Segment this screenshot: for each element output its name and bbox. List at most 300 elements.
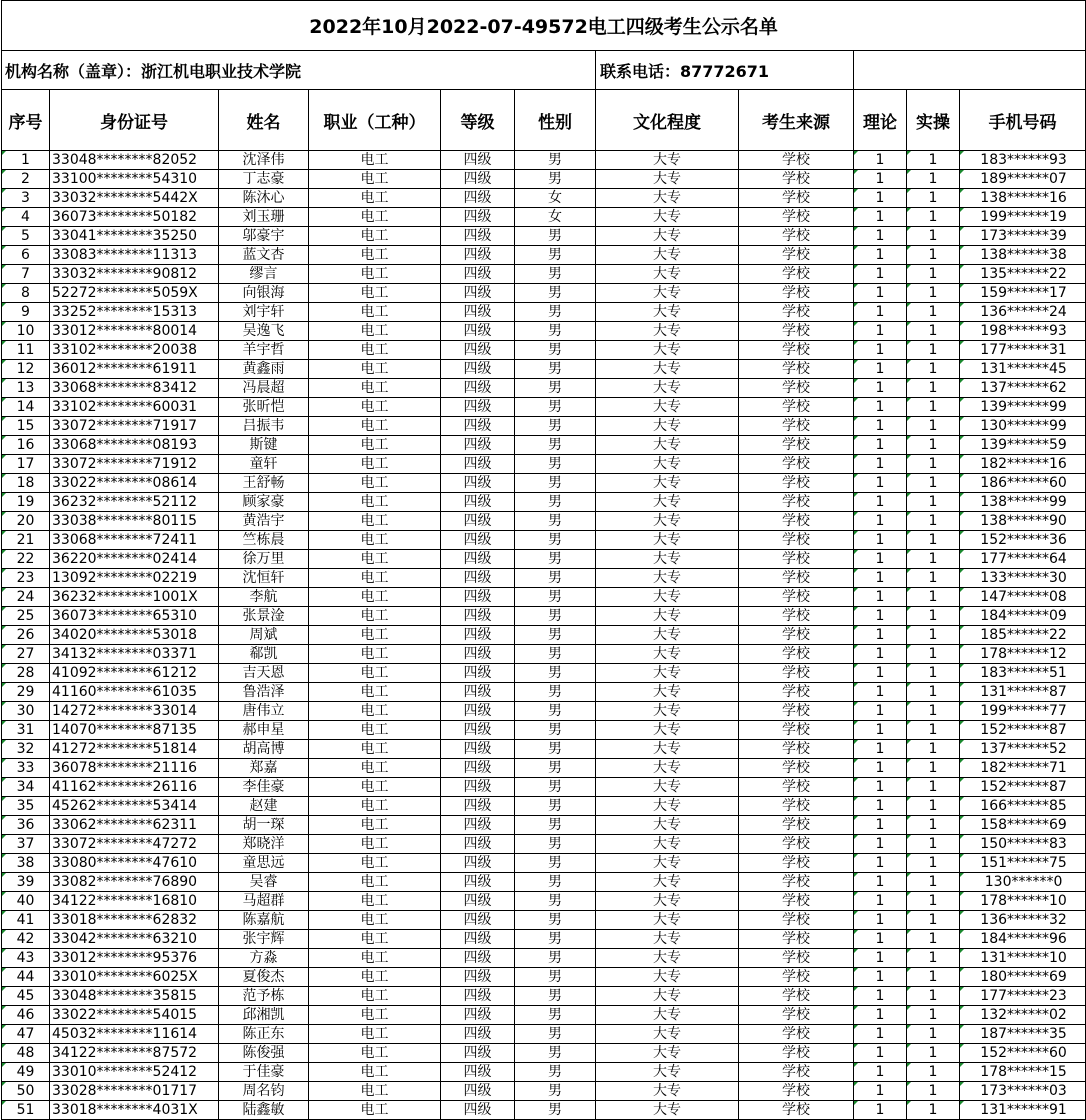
theory-cell[interactable]: 1 bbox=[854, 1006, 907, 1025]
seq-cell[interactable]: 39 bbox=[2, 873, 50, 892]
name-cell[interactable]: 李航 bbox=[219, 588, 309, 607]
theory-cell[interactable]: 1 bbox=[854, 588, 907, 607]
occupation-cell[interactable]: 电工 bbox=[309, 550, 441, 569]
gender-cell[interactable]: 男 bbox=[515, 683, 596, 702]
level-cell[interactable]: 四级 bbox=[441, 1025, 515, 1044]
level-cell[interactable]: 四级 bbox=[441, 892, 515, 911]
theory-cell[interactable]: 1 bbox=[854, 436, 907, 455]
phone-cell[interactable]: 152******87 bbox=[960, 778, 1086, 797]
source-cell[interactable]: 学校 bbox=[739, 664, 854, 683]
theory-cell[interactable]: 1 bbox=[854, 417, 907, 436]
id-number-cell[interactable]: 33022********54015 bbox=[50, 1006, 219, 1025]
practical-cell[interactable]: 1 bbox=[907, 930, 960, 949]
source-cell[interactable]: 学校 bbox=[739, 1082, 854, 1101]
gender-cell[interactable]: 男 bbox=[515, 1101, 596, 1120]
occupation-cell[interactable]: 电工 bbox=[309, 1025, 441, 1044]
id-number-cell[interactable]: 33042********63210 bbox=[50, 930, 219, 949]
level-cell[interactable]: 四级 bbox=[441, 740, 515, 759]
id-number-cell[interactable]: 33032********5442X bbox=[50, 189, 219, 208]
gender-cell[interactable]: 男 bbox=[515, 588, 596, 607]
id-number-cell[interactable]: 33041********35250 bbox=[50, 227, 219, 246]
practical-cell[interactable]: 1 bbox=[907, 246, 960, 265]
seq-cell[interactable]: 16 bbox=[2, 436, 50, 455]
occupation-cell[interactable]: 电工 bbox=[309, 835, 441, 854]
gender-cell[interactable]: 男 bbox=[515, 626, 596, 645]
education-cell[interactable]: 大专 bbox=[596, 227, 739, 246]
seq-cell[interactable]: 45 bbox=[2, 987, 50, 1006]
gender-cell[interactable]: 男 bbox=[515, 246, 596, 265]
phone-cell[interactable]: 138******99 bbox=[960, 493, 1086, 512]
education-cell[interactable]: 大专 bbox=[596, 930, 739, 949]
practical-cell[interactable]: 1 bbox=[907, 474, 960, 493]
practical-cell[interactable]: 1 bbox=[907, 1082, 960, 1101]
theory-cell[interactable]: 1 bbox=[854, 702, 907, 721]
name-cell[interactable]: 童轩 bbox=[219, 455, 309, 474]
level-cell[interactable]: 四级 bbox=[441, 664, 515, 683]
phone-cell[interactable]: 138******38 bbox=[960, 246, 1086, 265]
practical-cell[interactable]: 1 bbox=[907, 170, 960, 189]
occupation-cell[interactable]: 电工 bbox=[309, 246, 441, 265]
practical-cell[interactable]: 1 bbox=[907, 664, 960, 683]
source-cell[interactable]: 学校 bbox=[739, 151, 854, 170]
practical-cell[interactable]: 1 bbox=[907, 512, 960, 531]
level-cell[interactable]: 四级 bbox=[441, 588, 515, 607]
phone-cell[interactable]: 166******85 bbox=[960, 797, 1086, 816]
seq-cell[interactable]: 24 bbox=[2, 588, 50, 607]
education-cell[interactable]: 大专 bbox=[596, 835, 739, 854]
seq-cell[interactable]: 51 bbox=[2, 1101, 50, 1120]
gender-cell[interactable]: 男 bbox=[515, 911, 596, 930]
gender-cell[interactable]: 男 bbox=[515, 1006, 596, 1025]
seq-cell[interactable]: 25 bbox=[2, 607, 50, 626]
practical-cell[interactable]: 1 bbox=[907, 797, 960, 816]
seq-cell[interactable]: 2 bbox=[2, 170, 50, 189]
name-cell[interactable]: 陈俊强 bbox=[219, 1044, 309, 1063]
id-number-cell[interactable]: 36220********02414 bbox=[50, 550, 219, 569]
education-cell[interactable]: 大专 bbox=[596, 1063, 739, 1082]
phone-cell[interactable]: 186******60 bbox=[960, 474, 1086, 493]
id-number-cell[interactable]: 33100********54310 bbox=[50, 170, 219, 189]
practical-cell[interactable]: 1 bbox=[907, 854, 960, 873]
occupation-cell[interactable]: 电工 bbox=[309, 1101, 441, 1120]
practical-cell[interactable]: 1 bbox=[907, 778, 960, 797]
phone-cell[interactable]: 159******17 bbox=[960, 284, 1086, 303]
level-cell[interactable]: 四级 bbox=[441, 436, 515, 455]
practical-cell[interactable]: 1 bbox=[907, 303, 960, 322]
source-cell[interactable]: 学校 bbox=[739, 455, 854, 474]
gender-cell[interactable]: 男 bbox=[515, 987, 596, 1006]
practical-cell[interactable]: 1 bbox=[907, 968, 960, 987]
phone-cell[interactable]: 199******19 bbox=[960, 208, 1086, 227]
phone-cell[interactable]: 138******16 bbox=[960, 189, 1086, 208]
phone-cell[interactable]: 131******45 bbox=[960, 360, 1086, 379]
practical-cell[interactable]: 1 bbox=[907, 493, 960, 512]
occupation-cell[interactable]: 电工 bbox=[309, 797, 441, 816]
phone-cell[interactable]: 177******31 bbox=[960, 341, 1086, 360]
gender-cell[interactable]: 男 bbox=[515, 930, 596, 949]
phone-cell[interactable]: 198******93 bbox=[960, 322, 1086, 341]
gender-cell[interactable]: 男 bbox=[515, 740, 596, 759]
source-cell[interactable]: 学校 bbox=[739, 873, 854, 892]
education-cell[interactable]: 大专 bbox=[596, 550, 739, 569]
education-cell[interactable]: 大专 bbox=[596, 778, 739, 797]
theory-cell[interactable]: 1 bbox=[854, 208, 907, 227]
occupation-cell[interactable]: 电工 bbox=[309, 1063, 441, 1082]
phone-cell[interactable]: 182******71 bbox=[960, 759, 1086, 778]
education-cell[interactable]: 大专 bbox=[596, 740, 739, 759]
name-cell[interactable]: 羊宇哲 bbox=[219, 341, 309, 360]
education-cell[interactable]: 大专 bbox=[596, 1101, 739, 1120]
name-cell[interactable]: 郗凯 bbox=[219, 645, 309, 664]
level-cell[interactable]: 四级 bbox=[441, 170, 515, 189]
education-cell[interactable]: 大专 bbox=[596, 303, 739, 322]
name-cell[interactable]: 周斌 bbox=[219, 626, 309, 645]
id-number-cell[interactable]: 33018********62832 bbox=[50, 911, 219, 930]
name-cell[interactable]: 刘宇轩 bbox=[219, 303, 309, 322]
id-number-cell[interactable]: 33010********6025X bbox=[50, 968, 219, 987]
education-cell[interactable]: 大专 bbox=[596, 949, 739, 968]
education-cell[interactable]: 大专 bbox=[596, 1006, 739, 1025]
seq-cell[interactable]: 33 bbox=[2, 759, 50, 778]
theory-cell[interactable]: 1 bbox=[854, 968, 907, 987]
phone-cell[interactable]: 189******07 bbox=[960, 170, 1086, 189]
phone-cell[interactable]: 199******77 bbox=[960, 702, 1086, 721]
theory-cell[interactable]: 1 bbox=[854, 322, 907, 341]
education-cell[interactable]: 大专 bbox=[596, 151, 739, 170]
phone-cell[interactable]: 158******69 bbox=[960, 816, 1086, 835]
phone-cell[interactable]: 135******22 bbox=[960, 265, 1086, 284]
theory-cell[interactable]: 1 bbox=[854, 398, 907, 417]
phone-cell[interactable]: 182******16 bbox=[960, 455, 1086, 474]
phone-cell[interactable]: 137******52 bbox=[960, 740, 1086, 759]
seq-cell[interactable]: 40 bbox=[2, 892, 50, 911]
source-cell[interactable]: 学校 bbox=[739, 702, 854, 721]
level-cell[interactable]: 四级 bbox=[441, 683, 515, 702]
gender-cell[interactable]: 男 bbox=[515, 759, 596, 778]
seq-cell[interactable]: 36 bbox=[2, 816, 50, 835]
gender-cell[interactable]: 男 bbox=[515, 227, 596, 246]
practical-cell[interactable]: 1 bbox=[907, 949, 960, 968]
gender-cell[interactable]: 男 bbox=[515, 569, 596, 588]
education-cell[interactable]: 大专 bbox=[596, 379, 739, 398]
name-cell[interactable]: 邬豪宇 bbox=[219, 227, 309, 246]
phone-cell[interactable]: 133******30 bbox=[960, 569, 1086, 588]
source-cell[interactable]: 学校 bbox=[739, 246, 854, 265]
id-number-cell[interactable]: 45262********53414 bbox=[50, 797, 219, 816]
occupation-cell[interactable]: 电工 bbox=[309, 512, 441, 531]
education-cell[interactable]: 大专 bbox=[596, 873, 739, 892]
gender-cell[interactable]: 男 bbox=[515, 968, 596, 987]
practical-cell[interactable]: 1 bbox=[907, 626, 960, 645]
name-cell[interactable]: 黄鑫雨 bbox=[219, 360, 309, 379]
practical-cell[interactable]: 1 bbox=[907, 683, 960, 702]
education-cell[interactable]: 大专 bbox=[596, 284, 739, 303]
occupation-cell[interactable]: 电工 bbox=[309, 531, 441, 550]
id-number-cell[interactable]: 34020********53018 bbox=[50, 626, 219, 645]
source-cell[interactable]: 学校 bbox=[739, 189, 854, 208]
id-number-cell[interactable]: 33068********08193 bbox=[50, 436, 219, 455]
level-cell[interactable]: 四级 bbox=[441, 227, 515, 246]
id-number-cell[interactable]: 33252********15313 bbox=[50, 303, 219, 322]
id-number-cell[interactable]: 33012********95376 bbox=[50, 949, 219, 968]
name-cell[interactable]: 斯键 bbox=[219, 436, 309, 455]
seq-cell[interactable]: 10 bbox=[2, 322, 50, 341]
occupation-cell[interactable]: 电工 bbox=[309, 968, 441, 987]
occupation-cell[interactable]: 电工 bbox=[309, 170, 441, 189]
level-cell[interactable]: 四级 bbox=[441, 626, 515, 645]
theory-cell[interactable]: 1 bbox=[854, 455, 907, 474]
level-cell[interactable]: 四级 bbox=[441, 360, 515, 379]
occupation-cell[interactable]: 电工 bbox=[309, 854, 441, 873]
name-cell[interactable]: 赵建 bbox=[219, 797, 309, 816]
gender-cell[interactable]: 男 bbox=[515, 1082, 596, 1101]
seq-cell[interactable]: 6 bbox=[2, 246, 50, 265]
seq-cell[interactable]: 34 bbox=[2, 778, 50, 797]
education-cell[interactable]: 大专 bbox=[596, 702, 739, 721]
education-cell[interactable]: 大专 bbox=[596, 892, 739, 911]
gender-cell[interactable]: 男 bbox=[515, 512, 596, 531]
education-cell[interactable]: 大专 bbox=[596, 968, 739, 987]
practical-cell[interactable]: 1 bbox=[907, 265, 960, 284]
education-cell[interactable]: 大专 bbox=[596, 265, 739, 284]
education-cell[interactable]: 大专 bbox=[596, 417, 739, 436]
gender-cell[interactable]: 男 bbox=[515, 455, 596, 474]
theory-cell[interactable]: 1 bbox=[854, 759, 907, 778]
name-cell[interactable]: 唐伟立 bbox=[219, 702, 309, 721]
occupation-cell[interactable]: 电工 bbox=[309, 588, 441, 607]
id-number-cell[interactable]: 33072********47272 bbox=[50, 835, 219, 854]
practical-cell[interactable]: 1 bbox=[907, 569, 960, 588]
seq-cell[interactable]: 43 bbox=[2, 949, 50, 968]
seq-cell[interactable]: 11 bbox=[2, 341, 50, 360]
practical-cell[interactable]: 1 bbox=[907, 892, 960, 911]
theory-cell[interactable]: 1 bbox=[854, 550, 907, 569]
phone-cell[interactable]: 187******35 bbox=[960, 1025, 1086, 1044]
source-cell[interactable]: 学校 bbox=[739, 227, 854, 246]
occupation-cell[interactable]: 电工 bbox=[309, 455, 441, 474]
seq-cell[interactable]: 28 bbox=[2, 664, 50, 683]
seq-cell[interactable]: 37 bbox=[2, 835, 50, 854]
occupation-cell[interactable]: 电工 bbox=[309, 645, 441, 664]
phone-cell[interactable]: 185******22 bbox=[960, 626, 1086, 645]
level-cell[interactable]: 四级 bbox=[441, 341, 515, 360]
id-number-cell[interactable]: 34122********16810 bbox=[50, 892, 219, 911]
source-cell[interactable]: 学校 bbox=[739, 303, 854, 322]
seq-cell[interactable]: 15 bbox=[2, 417, 50, 436]
education-cell[interactable]: 大专 bbox=[596, 588, 739, 607]
name-cell[interactable]: 鲁浩泽 bbox=[219, 683, 309, 702]
phone-cell[interactable]: 178******12 bbox=[960, 645, 1086, 664]
level-cell[interactable]: 四级 bbox=[441, 987, 515, 1006]
practical-cell[interactable]: 1 bbox=[907, 1044, 960, 1063]
education-cell[interactable]: 大专 bbox=[596, 987, 739, 1006]
id-number-cell[interactable]: 36012********61911 bbox=[50, 360, 219, 379]
source-cell[interactable]: 学校 bbox=[739, 987, 854, 1006]
level-cell[interactable]: 四级 bbox=[441, 189, 515, 208]
id-number-cell[interactable]: 33068********72411 bbox=[50, 531, 219, 550]
seq-cell[interactable]: 18 bbox=[2, 474, 50, 493]
theory-cell[interactable]: 1 bbox=[854, 835, 907, 854]
practical-cell[interactable]: 1 bbox=[907, 721, 960, 740]
occupation-cell[interactable]: 电工 bbox=[309, 227, 441, 246]
education-cell[interactable]: 大专 bbox=[596, 246, 739, 265]
occupation-cell[interactable]: 电工 bbox=[309, 1044, 441, 1063]
phone-cell[interactable]: 130******0 bbox=[960, 873, 1086, 892]
seq-cell[interactable]: 47 bbox=[2, 1025, 50, 1044]
name-cell[interactable]: 陈正东 bbox=[219, 1025, 309, 1044]
education-cell[interactable]: 大专 bbox=[596, 664, 739, 683]
gender-cell[interactable]: 男 bbox=[515, 360, 596, 379]
theory-cell[interactable]: 1 bbox=[854, 778, 907, 797]
occupation-cell[interactable]: 电工 bbox=[309, 189, 441, 208]
occupation-cell[interactable]: 电工 bbox=[309, 322, 441, 341]
phone-cell[interactable]: 130******99 bbox=[960, 417, 1086, 436]
level-cell[interactable]: 四级 bbox=[441, 1006, 515, 1025]
practical-cell[interactable]: 1 bbox=[907, 227, 960, 246]
source-cell[interactable]: 学校 bbox=[739, 626, 854, 645]
level-cell[interactable]: 四级 bbox=[441, 930, 515, 949]
occupation-cell[interactable]: 电工 bbox=[309, 569, 441, 588]
level-cell[interactable]: 四级 bbox=[441, 1063, 515, 1082]
occupation-cell[interactable]: 电工 bbox=[309, 436, 441, 455]
occupation-cell[interactable]: 电工 bbox=[309, 664, 441, 683]
level-cell[interactable]: 四级 bbox=[441, 303, 515, 322]
occupation-cell[interactable]: 电工 bbox=[309, 778, 441, 797]
theory-cell[interactable]: 1 bbox=[854, 227, 907, 246]
theory-cell[interactable]: 1 bbox=[854, 474, 907, 493]
theory-cell[interactable]: 1 bbox=[854, 569, 907, 588]
name-cell[interactable]: 沈恒轩 bbox=[219, 569, 309, 588]
level-cell[interactable]: 四级 bbox=[441, 797, 515, 816]
seq-cell[interactable]: 32 bbox=[2, 740, 50, 759]
source-cell[interactable]: 学校 bbox=[739, 968, 854, 987]
level-cell[interactable]: 四级 bbox=[441, 265, 515, 284]
theory-cell[interactable]: 1 bbox=[854, 873, 907, 892]
education-cell[interactable]: 大专 bbox=[596, 360, 739, 379]
gender-cell[interactable]: 男 bbox=[515, 607, 596, 626]
theory-cell[interactable]: 1 bbox=[854, 265, 907, 284]
id-number-cell[interactable]: 45032********11614 bbox=[50, 1025, 219, 1044]
gender-cell[interactable]: 男 bbox=[515, 151, 596, 170]
id-number-cell[interactable]: 33018********4031X bbox=[50, 1101, 219, 1120]
education-cell[interactable]: 大专 bbox=[596, 1082, 739, 1101]
theory-cell[interactable]: 1 bbox=[854, 284, 907, 303]
phone-cell[interactable]: 178******10 bbox=[960, 892, 1086, 911]
education-cell[interactable]: 大专 bbox=[596, 683, 739, 702]
education-cell[interactable]: 大专 bbox=[596, 455, 739, 474]
theory-cell[interactable]: 1 bbox=[854, 1101, 907, 1120]
id-number-cell[interactable]: 33068********83412 bbox=[50, 379, 219, 398]
education-cell[interactable]: 大专 bbox=[596, 645, 739, 664]
source-cell[interactable]: 学校 bbox=[739, 759, 854, 778]
gender-cell[interactable]: 男 bbox=[515, 778, 596, 797]
theory-cell[interactable]: 1 bbox=[854, 341, 907, 360]
phone-cell[interactable]: 183******51 bbox=[960, 664, 1086, 683]
occupation-cell[interactable]: 电工 bbox=[309, 1006, 441, 1025]
phone-cell[interactable]: 152******87 bbox=[960, 721, 1086, 740]
source-cell[interactable]: 学校 bbox=[739, 398, 854, 417]
occupation-cell[interactable]: 电工 bbox=[309, 493, 441, 512]
practical-cell[interactable]: 1 bbox=[907, 588, 960, 607]
education-cell[interactable]: 大专 bbox=[596, 911, 739, 930]
seq-cell[interactable]: 9 bbox=[2, 303, 50, 322]
practical-cell[interactable]: 1 bbox=[907, 398, 960, 417]
source-cell[interactable]: 学校 bbox=[739, 417, 854, 436]
id-number-cell[interactable]: 41272********51814 bbox=[50, 740, 219, 759]
id-number-cell[interactable]: 41160********61035 bbox=[50, 683, 219, 702]
id-number-cell[interactable]: 36232********52112 bbox=[50, 493, 219, 512]
source-cell[interactable]: 学校 bbox=[739, 208, 854, 227]
name-cell[interactable]: 于佳豪 bbox=[219, 1063, 309, 1082]
theory-cell[interactable]: 1 bbox=[854, 645, 907, 664]
occupation-cell[interactable]: 电工 bbox=[309, 683, 441, 702]
gender-cell[interactable]: 男 bbox=[515, 835, 596, 854]
education-cell[interactable]: 大专 bbox=[596, 607, 739, 626]
occupation-cell[interactable]: 电工 bbox=[309, 417, 441, 436]
gender-cell[interactable]: 男 bbox=[515, 265, 596, 284]
name-cell[interactable]: 郑晓洋 bbox=[219, 835, 309, 854]
level-cell[interactable]: 四级 bbox=[441, 493, 515, 512]
name-cell[interactable]: 邱湘凯 bbox=[219, 1006, 309, 1025]
source-cell[interactable]: 学校 bbox=[739, 341, 854, 360]
practical-cell[interactable]: 1 bbox=[907, 911, 960, 930]
occupation-cell[interactable]: 电工 bbox=[309, 360, 441, 379]
phone-cell[interactable]: 136******24 bbox=[960, 303, 1086, 322]
source-cell[interactable]: 学校 bbox=[739, 607, 854, 626]
id-number-cell[interactable]: 14272********33014 bbox=[50, 702, 219, 721]
id-number-cell[interactable]: 36232********1001X bbox=[50, 588, 219, 607]
source-cell[interactable]: 学校 bbox=[739, 835, 854, 854]
theory-cell[interactable]: 1 bbox=[854, 379, 907, 398]
practical-cell[interactable]: 1 bbox=[907, 835, 960, 854]
level-cell[interactable]: 四级 bbox=[441, 645, 515, 664]
theory-cell[interactable]: 1 bbox=[854, 1044, 907, 1063]
gender-cell[interactable]: 男 bbox=[515, 854, 596, 873]
phone-cell[interactable]: 132******02 bbox=[960, 1006, 1086, 1025]
name-cell[interactable]: 徐万里 bbox=[219, 550, 309, 569]
theory-cell[interactable]: 1 bbox=[854, 683, 907, 702]
name-cell[interactable]: 吉天恩 bbox=[219, 664, 309, 683]
phone-cell[interactable]: 151******75 bbox=[960, 854, 1086, 873]
source-cell[interactable]: 学校 bbox=[739, 265, 854, 284]
seq-cell[interactable]: 5 bbox=[2, 227, 50, 246]
id-number-cell[interactable]: 33028********01717 bbox=[50, 1082, 219, 1101]
source-cell[interactable]: 学校 bbox=[739, 816, 854, 835]
gender-cell[interactable]: 男 bbox=[515, 949, 596, 968]
occupation-cell[interactable]: 电工 bbox=[309, 607, 441, 626]
practical-cell[interactable]: 1 bbox=[907, 1101, 960, 1120]
source-cell[interactable]: 学校 bbox=[739, 778, 854, 797]
phone-cell[interactable]: 139******59 bbox=[960, 436, 1086, 455]
seq-cell[interactable]: 26 bbox=[2, 626, 50, 645]
occupation-cell[interactable]: 电工 bbox=[309, 759, 441, 778]
theory-cell[interactable]: 1 bbox=[854, 1063, 907, 1082]
gender-cell[interactable]: 男 bbox=[515, 721, 596, 740]
practical-cell[interactable]: 1 bbox=[907, 360, 960, 379]
seq-cell[interactable]: 42 bbox=[2, 930, 50, 949]
gender-cell[interactable]: 男 bbox=[515, 1044, 596, 1063]
level-cell[interactable]: 四级 bbox=[441, 512, 515, 531]
occupation-cell[interactable]: 电工 bbox=[309, 740, 441, 759]
id-number-cell[interactable]: 33010********52412 bbox=[50, 1063, 219, 1082]
education-cell[interactable]: 大专 bbox=[596, 816, 739, 835]
occupation-cell[interactable]: 电工 bbox=[309, 474, 441, 493]
occupation-cell[interactable]: 电工 bbox=[309, 341, 441, 360]
practical-cell[interactable]: 1 bbox=[907, 341, 960, 360]
gender-cell[interactable]: 男 bbox=[515, 303, 596, 322]
education-cell[interactable]: 大专 bbox=[596, 436, 739, 455]
id-number-cell[interactable]: 34122********87572 bbox=[50, 1044, 219, 1063]
